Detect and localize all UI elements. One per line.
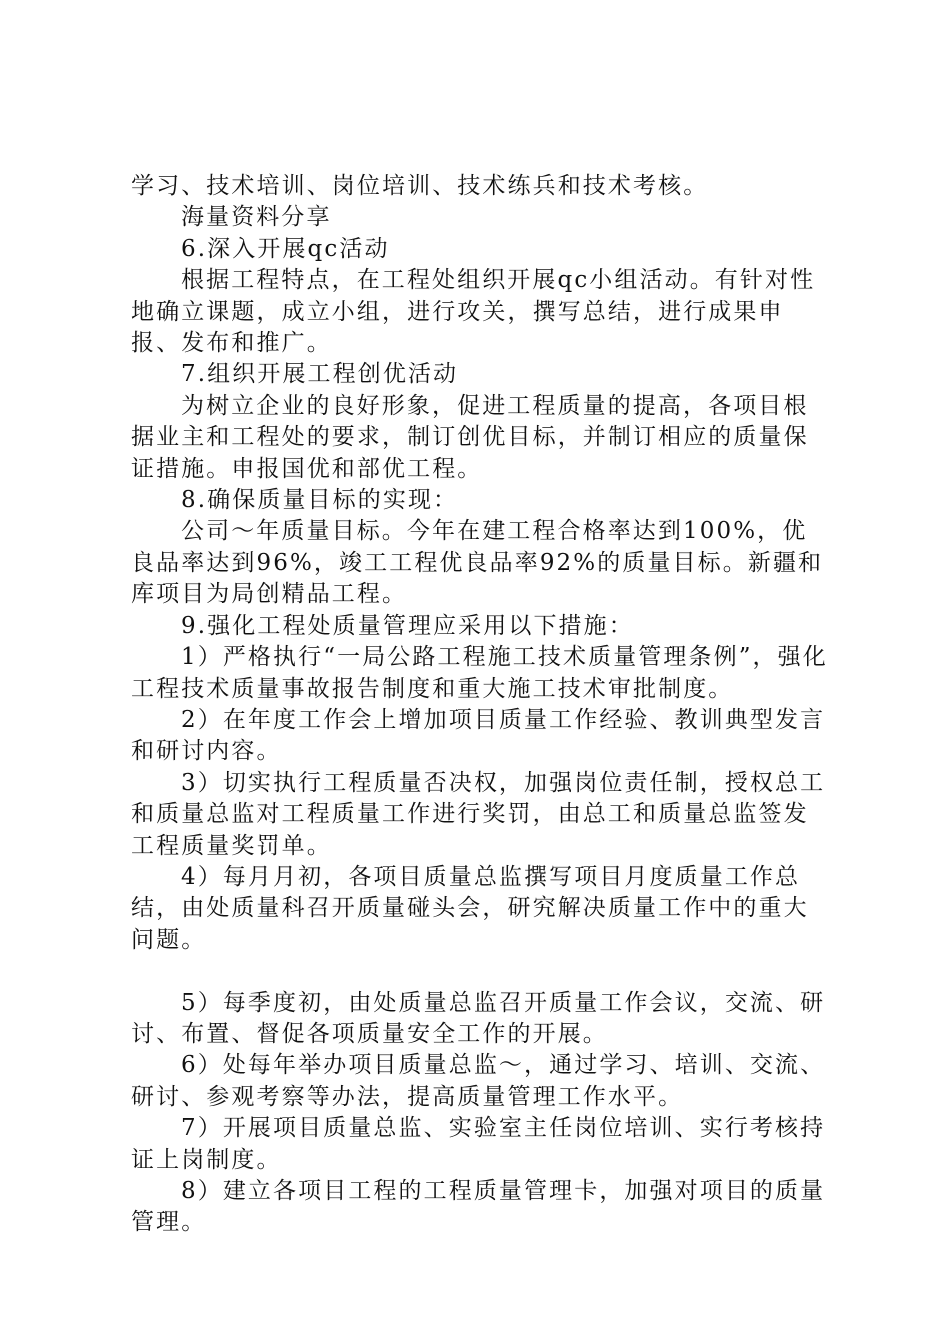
section-heading: 7.组织开展工程创优活动 [181,361,459,388]
list-item: 7）开展项目质量总监、实验室主任岗位培训、实行考核持证上岗制度。 [131,1115,826,1173]
list-item: 3）切实执行工程质量否决权，加强岗位责任制，授权总工和质量总监对工程质量工作进行奖罚，由总工和质量总监签发工程质量奖罚单。 [131,769,826,859]
list-item: 4）每月月初，各项目质量总监撰写项目月度质量工作总结，由处质量科召开质量碰头会，研究解决质量工作中的重大问题。 [131,863,809,953]
list-item: 8）建立各项目工程的工程质量管理卡，加强对项目的质量管理。 [131,1177,826,1236]
paragraph-gap [131,956,831,987]
list-item: 6）处每年举办项目质量总监～，通过学习、培训、交流、研讨、参观考察等办法，提高质量管理工作水平。 [131,1052,826,1110]
list-item: 1）严格执行“一局公路工程施工技术质量管理条例”，强化工程技术质量事故报告制度和重大施工技术审批制度。 [131,644,828,702]
paragraph: 为树立企业的良好形象，促进工程质量的提高，各项目根据业主和工程处的要求，制订创优目标，并制订相应的质量保证措施。申报国优和部优工程。 [131,392,809,482]
paragraph: 海量资料分享 [181,204,332,231]
document-body [131,171,831,1239]
list-item: 5）每季度初，由处质量总监召开质量工作会议，交流、研讨、布置、督促各项质量安全工作的开展。 [131,989,826,1047]
section-heading: 6.深入开展qc活动 [181,235,390,262]
paragraph: 根据工程特点，在工程处组织开展qc小组活动。有针对性地确立课题，成立小组，进行攻关，撰写总结，进行成果申报、发布和推广。 [131,267,816,357]
paragraph: 学习、技术培训、岗位培训、技术练兵和技术考核。 [131,173,709,199]
section-heading: 9.强化工程处质量管理应采用以下措施： [181,612,634,639]
paragraph: 公司～年质量目标。今年在建工程合格率达到100%，优良品率达到96%，竣工工程优良品率92%的质量目标。新疆和库项目为局创精品工程。 [131,518,824,608]
list-item: 2）在年度工作会上增加项目质量工作经验、教训典型发言和研讨内容。 [131,706,826,765]
section-heading: 8.确保质量目标的实现： [181,487,459,514]
